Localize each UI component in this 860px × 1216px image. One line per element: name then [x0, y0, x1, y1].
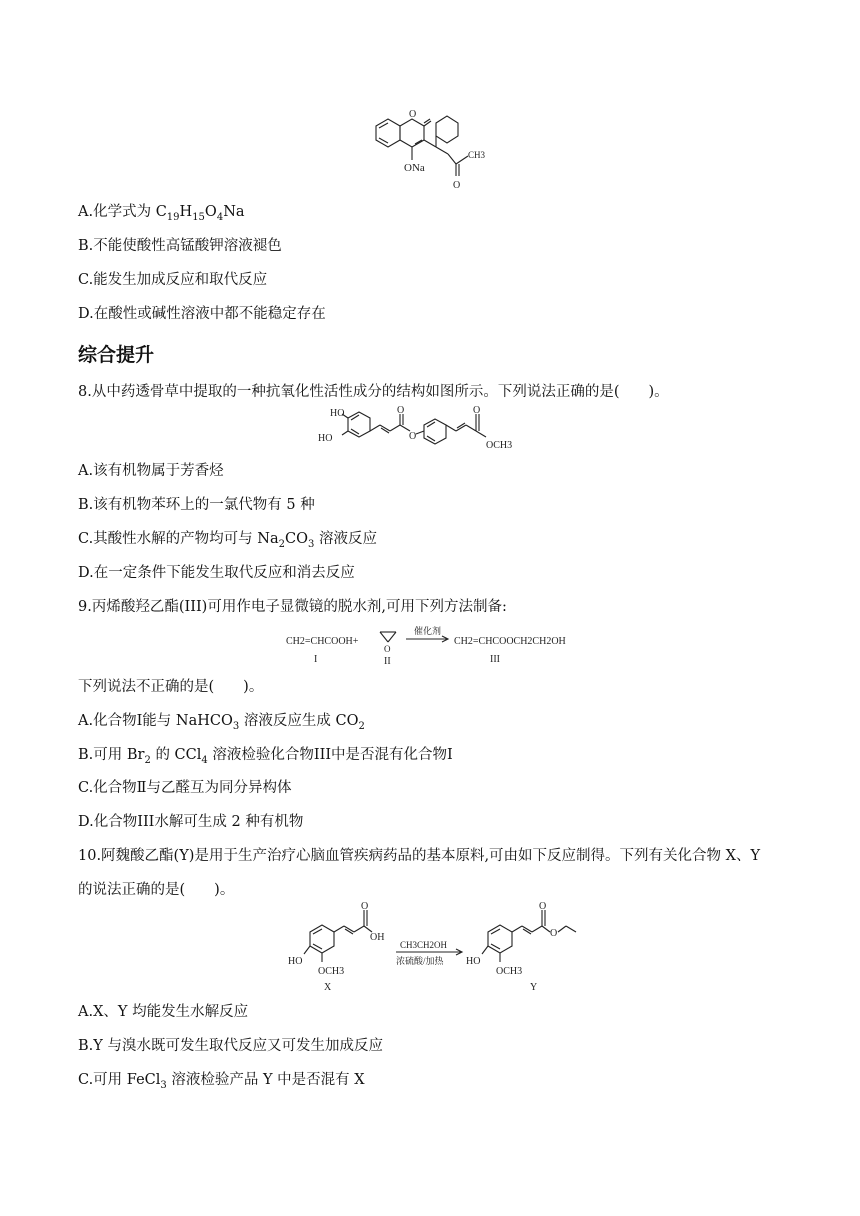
q10-x-oh: OH [370, 932, 385, 943]
q7-structure-figure [368, 104, 508, 194]
q10-x-och3: OCH3 [318, 966, 345, 977]
q10-option-b: B.Y 与溴水既可发生取代反应又可发生加成反应 [78, 1038, 383, 1054]
q9-label-2: II [384, 656, 391, 667]
q9-epoxide-o: O [384, 644, 391, 654]
q8-option-c-text-end: 溶液反应 [314, 531, 377, 547]
q9-option-c: C.化合物Ⅱ与乙醛互为同分异构体 [78, 780, 292, 796]
q9-stem: 9.丙烯酸羟乙酯(III)可用作电子显微镜的脱水剂,可用下列方法制备: [78, 599, 507, 615]
q8-option-c-text: C.其酸性水解的产物均可与 Na [78, 531, 279, 547]
q10-option-c-text: C.可用 FeCl [78, 1072, 161, 1088]
q8-och3-label: OCH3 [486, 440, 513, 451]
subscript: 15 [192, 211, 205, 223]
q7-option-d: D.在酸性或碱性溶液中都不能稳定存在 [78, 306, 326, 322]
q10-y-label: Y [530, 982, 538, 993]
subscript: 4 [216, 211, 224, 223]
q7-ch3-label: CH3 [468, 150, 486, 160]
q10-reagent-top: CH3CH2OH [400, 940, 448, 950]
q10-option-c [78, 1070, 365, 1096]
q9-label-3: III [490, 654, 500, 665]
q9-option-a-text: A.化合物Ⅰ能与 NaHCO [78, 713, 233, 729]
q9-option-b-text-end: 溶液检验化合物III中是否混有化合物Ⅰ [207, 747, 453, 763]
subscript: 2 [278, 538, 286, 550]
q10-stem-line-2: 的说法正确的是( )。 [78, 882, 235, 898]
q10-y-och3: OCH3 [496, 966, 523, 977]
q8-o1-label: O [397, 405, 405, 416]
subscript: 19 [166, 211, 180, 223]
q9-option-a-text-mid: 溶液反应生成 CO [239, 713, 359, 729]
q7-option-a-text: A.化学式为 C [78, 204, 167, 220]
q7-option-a [78, 202, 245, 228]
q8-structure-figure [316, 404, 556, 456]
q10-stem-line-1: 10.阿魏酸乙酯(Y)是用于生产治疗心脑血管疾病药品的基本原料,可由如下反应制得。下列有关化合物 X、Y [78, 848, 761, 864]
q8-o-ester-label: O [409, 431, 417, 442]
q10-option-c-text-end: 溶液检验产品 Y 中是否混有 X [166, 1072, 365, 1088]
q9-product: CH2=CHCOOCH2CH2OH [454, 636, 566, 647]
q8-option-c-text-co: CO [285, 531, 308, 547]
q8-option-c [78, 529, 377, 555]
q8-option-d: D.在一定条件下能发生取代反应和消去反应 [78, 565, 355, 581]
q10-x-ho: HO [288, 956, 303, 967]
q7-ketone-o-label: O [453, 180, 461, 191]
q8-o2-label: O [473, 405, 481, 416]
subscript: 3 [232, 720, 240, 732]
subscript: 3 [160, 1079, 167, 1091]
q7-o-ring-label: O [409, 109, 417, 120]
q9-option-b [78, 745, 453, 771]
q10-x-o-top: O [361, 901, 369, 912]
q7-option-a-text-na: Na [223, 204, 245, 220]
q10-option-a: A.X、Y 均能发生水解反应 [78, 1004, 249, 1020]
q9-option-b-text-mid: 的 CCl [150, 747, 202, 763]
q8-ho2-label: HO [318, 433, 333, 444]
q9-option-d: D.化合物III水解可生成 2 种有机物 [78, 814, 304, 830]
q9-label-1: I [314, 654, 318, 665]
q10-y-ho: HO [466, 956, 481, 967]
subscript: 3 [308, 538, 315, 550]
q8-option-b: B.该有机物苯环上的一氯代物有 5 种 [78, 497, 315, 513]
q9-option-b-text: B.可用 Br [78, 747, 145, 763]
q7-option-a-text-h: H [179, 204, 193, 220]
section-heading: 综合提升 [78, 344, 155, 366]
q8-ho1-label: HO [330, 408, 345, 419]
q7-ona-label: ONa [404, 162, 425, 174]
q8-option-a: A.该有机物属于芳香烃 [78, 463, 224, 479]
q9-catalyst: 催化剂 [414, 626, 442, 636]
q9-followup: 下列说法不正确的是( )。 [78, 679, 264, 695]
q9-option-a [78, 711, 365, 737]
q10-reagent-bottom: 浓硫酸/加热 [396, 956, 444, 966]
q7-option-b: B.不能使酸性高锰酸钾溶液褪色 [78, 238, 282, 254]
q10-reaction-figure [286, 900, 586, 996]
q7-option-c: C.能发生加成反应和取代反应 [78, 272, 268, 288]
subscript: 4 [201, 754, 208, 766]
q10-y-o-ester: O [550, 928, 558, 939]
q9-reaction-figure [284, 624, 584, 668]
q10-x-label: X [324, 982, 332, 993]
q10-y-o-top: O [539, 901, 547, 912]
q8-stem: 8.从中药透骨草中提取的一种抗氧化性活性成分的结构如图所示。下列说法正确的是( )。 [78, 384, 669, 400]
subscript: 2 [144, 754, 151, 766]
subscript: 2 [358, 720, 365, 732]
q9-reactant1: CH2=CHCOOH+ [286, 636, 359, 647]
q7-option-a-text-o: O [204, 204, 217, 220]
